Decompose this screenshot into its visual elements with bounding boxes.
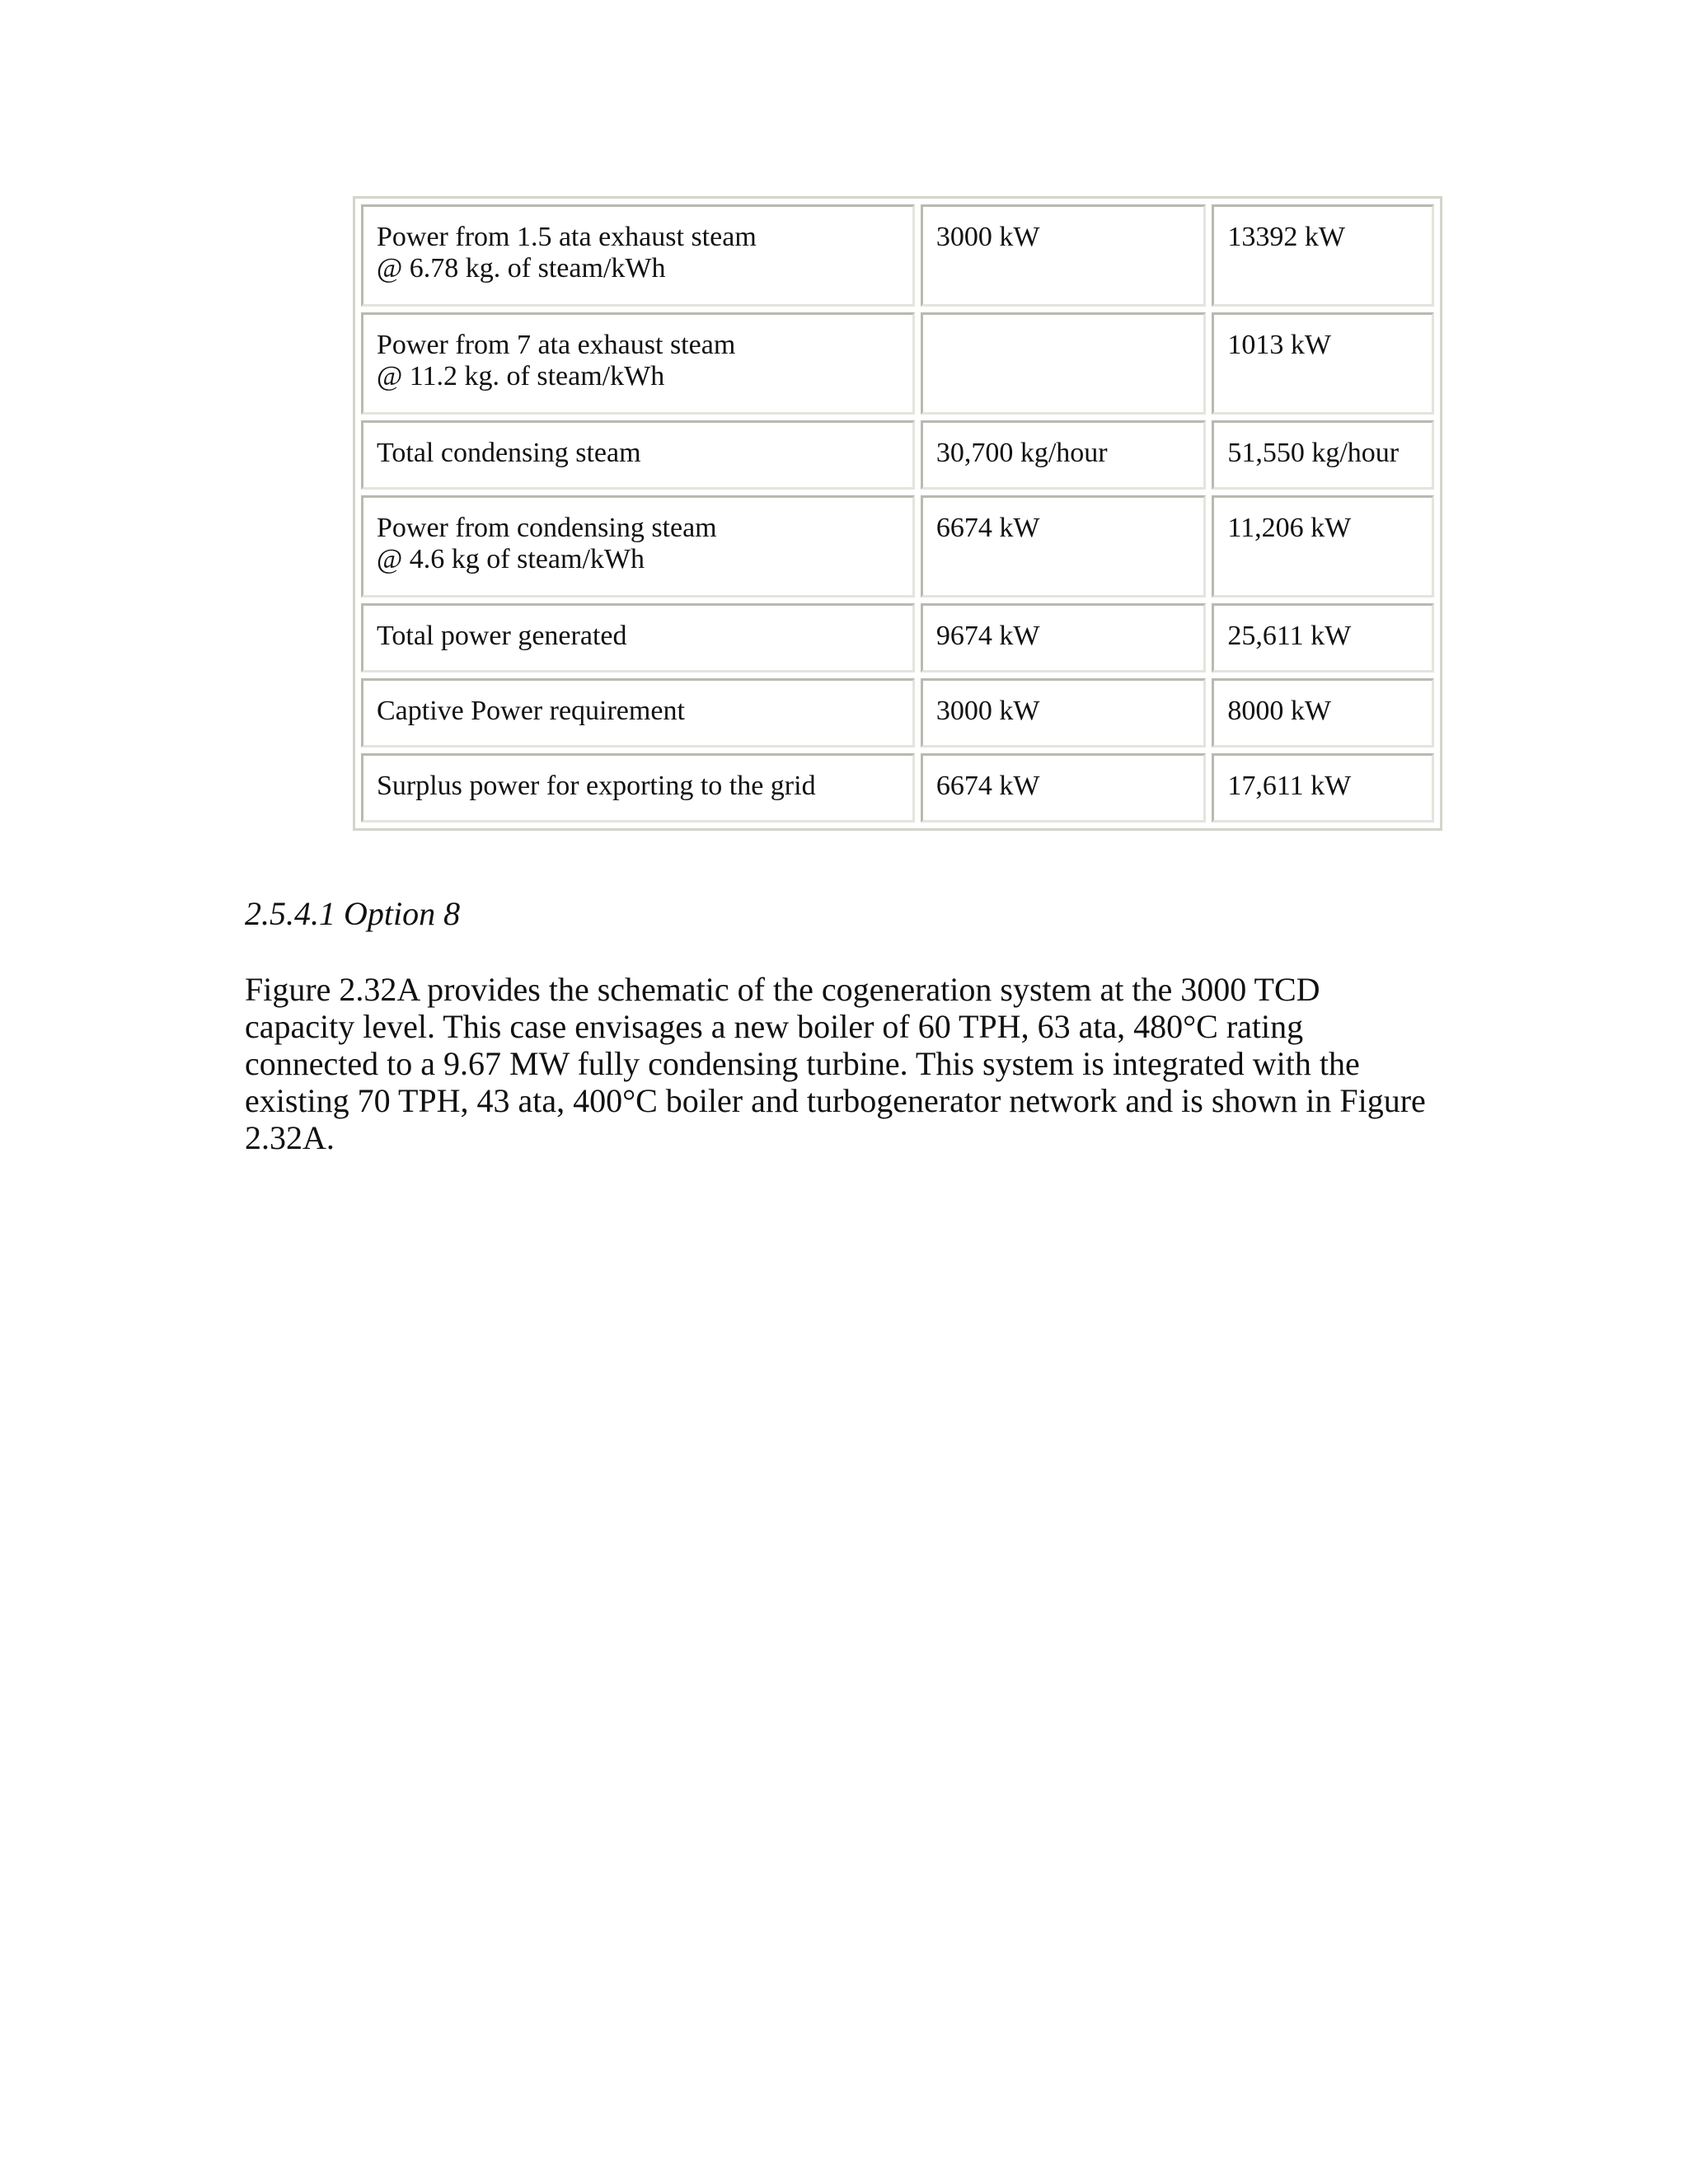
- table-row: [361, 204, 1434, 307]
- body-paragraph: [245, 971, 1448, 1156]
- value-cell-b: 25,611 kW: [1212, 603, 1434, 673]
- value-cell-a: 30,700 kg/hour: [921, 420, 1207, 490]
- table-row: [361, 312, 1434, 415]
- value-cell-b: 8000 kW: [1212, 678, 1434, 748]
- row-label-line: Power from 1.5 ata exhaust steam: [377, 222, 757, 252]
- row-label-line: Total power generated: [377, 621, 627, 651]
- section-heading: 2.5.4.1 Option 8: [245, 895, 461, 932]
- row-label-line: Power from condensing steam: [377, 513, 717, 543]
- paragraph-line: existing 70 TPH, 43 ata, 400°C boiler and turbogenerator network and is shown in Figure: [245, 1082, 1426, 1119]
- paragraph-line: capacity level. This case envisages a new boiler of 60 TPH, 63 ata, 480°C rating: [245, 1008, 1304, 1045]
- value-cell-a: 3000 kW: [921, 678, 1207, 748]
- paragraph-line: Figure 2.32A provides the schematic of the cogeneration system at the 3000 TCD: [245, 971, 1320, 1008]
- row-label-cell: [361, 420, 915, 490]
- row-label-line: Captive Power requirement: [377, 696, 685, 726]
- row-label-cell: [361, 312, 915, 415]
- power-generation-table: [353, 196, 1442, 831]
- value-cell-b: 1013 kW: [1212, 312, 1434, 415]
- value-cell-b: 11,206 kW: [1212, 495, 1434, 598]
- table-row: [361, 495, 1434, 598]
- value-cell-a: 3000 kW: [921, 204, 1207, 307]
- paragraph-line: 2.32A.: [245, 1119, 335, 1156]
- row-label-cell: [361, 495, 915, 598]
- value-cell-b: 51,550 kg/hour: [1212, 420, 1434, 490]
- row-label-line: @ 4.6 kg of steam/kWh: [377, 544, 645, 574]
- row-label-cell: [361, 204, 915, 307]
- value-cell-a: 6674 kW: [921, 495, 1207, 598]
- paragraph-line: connected to a 9.67 MW fully condensing turbine. This system is integrated with the: [245, 1045, 1360, 1082]
- table-row: [361, 420, 1434, 490]
- row-label-line: Power from 7 ata exhaust steam: [377, 330, 736, 360]
- value-cell-a: 6674 kW: [921, 753, 1207, 823]
- row-label-line: @ 6.78 kg. of steam/kWh: [377, 253, 666, 284]
- table-row: [361, 753, 1434, 823]
- row-label-cell: [361, 753, 915, 823]
- table-row: [361, 678, 1434, 748]
- value-cell-a: [921, 312, 1207, 415]
- row-label-line: Total condensing steam: [377, 438, 641, 468]
- value-cell-b: 17,611 kW: [1212, 753, 1434, 823]
- row-label-cell: [361, 678, 915, 748]
- row-label-line: @ 11.2 kg. of steam/kWh: [377, 361, 665, 391]
- value-cell-b: 13392 kW: [1212, 204, 1434, 307]
- row-label-cell: [361, 603, 915, 673]
- row-label-line: Surplus power for exporting to the grid: [377, 771, 816, 801]
- table-row: [361, 603, 1434, 673]
- value-cell-a: 9674 kW: [921, 603, 1207, 673]
